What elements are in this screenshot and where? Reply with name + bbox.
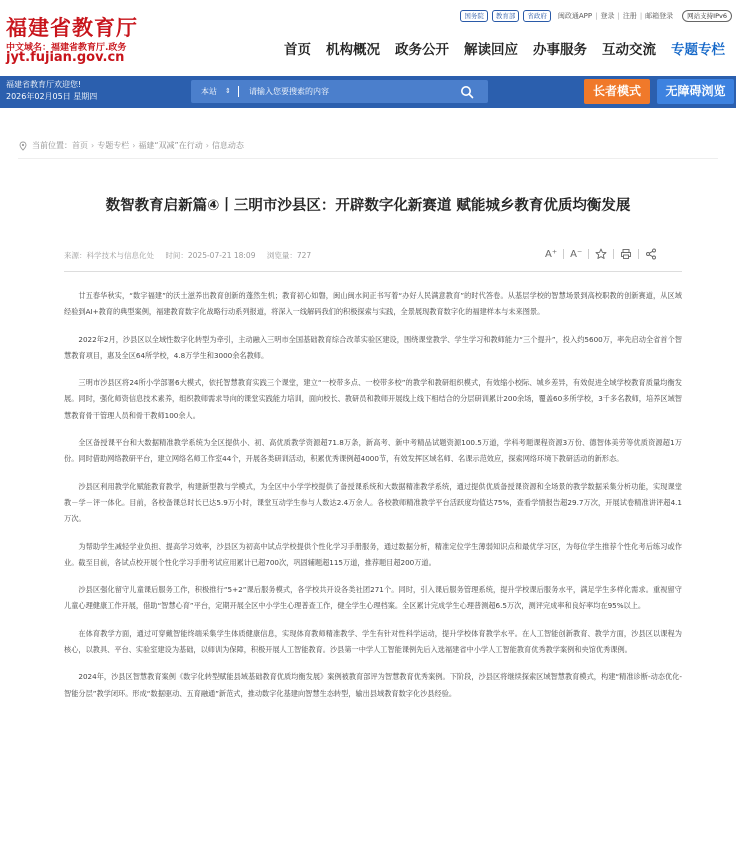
top-link-divider: | <box>595 12 598 20</box>
article-paragraph: 在体育教学方面，通过可穿戴智能终端采集学生体质健康信息，实现体育教师精准教学、学生有针对性科学运动，提升学校体育教学水平。在人工智能创新教育、教学方面，沙县区以课程为核心，以教具、平台、实验室建设为基础，以师训为保障，积极开展人工智能教育。沙县第一中学人工智能课例先后入选福建省中小学人工智能教育优秀教学案例和央馆优秀课例。 <box>64 628 682 655</box>
top-link-divider: | <box>617 12 620 20</box>
login-link[interactable]: 登录 <box>600 12 615 20</box>
tool-divider <box>638 249 639 259</box>
nav-item-services[interactable]: 办事服务 <box>533 42 587 58</box>
search-input[interactable]: 请输入您要搜索的内容 <box>249 87 329 96</box>
divider <box>64 271 682 272</box>
breadcrumb-separator: › <box>91 141 95 150</box>
top-link-divider: | <box>639 12 643 20</box>
search-divider <box>238 86 239 97</box>
gov-link-province[interactable]: 省政府 <box>523 10 551 22</box>
breadcrumb-home[interactable]: 首页 <box>72 141 88 150</box>
article-paragraph: 全区备授课平台和大数据精准教学系统为全区提供小、初、高优质教学资源超71.8万条，新高考、新中考精品试题资源100.5万道，学科考题课程资源3万份、德智体美劳等优质资源超1万份。同时借助网络教研平台，建立网络名师工作室44个，开展各类研训活动，积累优秀课例超4000节，有效发挥区域名师、名课示范效应，探索网络环境下教研活动的新形态。 <box>64 438 682 464</box>
main-nav <box>284 38 725 58</box>
article-tools <box>539 246 663 262</box>
share-button[interactable] <box>645 248 657 260</box>
nav-item-public-affairs[interactable]: 政务公开 <box>395 42 449 58</box>
article-views: 浏览量：727 <box>266 251 312 260</box>
article-paragraph: 为帮助学生减轻学业负担、提高学习效率，沙县区为初高中试点学校提供个性化学习手册服务，通过数据分析，精准定位学生薄弱知识点和最优学习区，为每位学生推荐个性化考后练习或作业。截至目前，各试点校开展个性化学习手册考试应用累计已超700次，巩固辅题超115万道，推荐题目超200万道。 <box>64 541 682 567</box>
welcome-greeting: 福建省教育厅欢迎您! <box>6 80 82 89</box>
site-header <box>0 0 736 76</box>
article-meta <box>64 250 320 261</box>
search-bar-strip <box>0 76 736 108</box>
article-paragraph: 沙县区利用教学化赋能教育教学，构建新型教与学模式，为全区中小学学校提供了备授课系统和大数据精准教学系统，通过提供优质备授课资源和全场景的教学数据采集分析功能，实现课堂教－学－评一体化。目前，各校备课总时长已达5.9万小时，课堂互动学生参与人数达2.4万余人。各校教师精准教学平台活跃度均值达75%，查看学情报告超29.7万次，开展试卷精准讲评超4.1万次。 <box>64 481 682 524</box>
site-logo-title[interactable]: 福建省教育厅 <box>6 15 138 40</box>
search-box[interactable] <box>191 80 488 103</box>
ipv6-badge: 网站支持IPv6 <box>682 10 732 22</box>
search-icon[interactable] <box>460 85 474 99</box>
article-paragraph: 廿五春华秋实，“数字福建”的沃土滋养出教育创新的蓬然生机；教育初心如磐，闽山闽水间正书写着“办好人民满意教育”的时代答卷。从基层学校的智慧场景到高校职教的创新赛道，从区域经验到AI+教育的典型案例，福建教育数字化战略行动系列报道，将深入一线解码我们的积极探索与实践，全景展现教育数字化的福建样本与未来图景。 <box>64 291 682 317</box>
nav-item-organization[interactable]: 机构概况 <box>326 42 380 58</box>
article-paragraph: 2024年，沙县区智慧教育案例《数字化转型赋能县域基础教育优质均衡发展》案例被教育部评为智慧教育优秀案例。下阶段，沙县区将继续探索区域智慧教育模式，构建“精准诊断-动态优化-智能分层”教学闭环。形成“数据驱动、五育融通”新范式，推动数字化基建向智慧生态转型，输出县域教育数字化沙县经验。 <box>64 672 682 698</box>
search-scope-select[interactable]: 本站 <box>201 87 217 96</box>
register-link[interactable]: 注册 <box>622 12 637 20</box>
accessible-browsing-button[interactable]: 无障碍浏览 <box>657 79 734 104</box>
article-source: 来源：科学技术与信息化处 <box>64 251 154 260</box>
tool-divider <box>588 249 589 259</box>
article-body <box>64 288 682 713</box>
article-paragraph: 沙县区强化留守儿童课后服务工作，积极推行“5+2”课后服务模式，各学校共开设各类社团271个。同时，引入课后服务管理系统，提升学校课后服务水平，满足学生多样化需求。重视留守儿童心理健康工作开展，借助“智慧心育”平台，定期开展全区中小学生心理普查工作，健全学生心理档案。全区累计完成学生心理普测超6.5万次，测评完成率和良好率均在95%以上。 <box>64 585 682 611</box>
gov-link-moe[interactable]: 教育部 <box>492 10 520 22</box>
article-time: 时间：2025-07-21 18:09 <box>165 251 256 260</box>
article-title: 数智教育启新篇④丨三明市沙县区：开辟数字化新赛道 赋能城乡教育优质均衡发展 <box>105 198 631 214</box>
gov-link-state-council[interactable]: 国务院 <box>460 10 488 22</box>
breadcrumb-separator: › <box>205 141 209 150</box>
tool-divider <box>563 249 564 259</box>
breadcrumb-news[interactable]: 信息动态 <box>211 141 244 150</box>
nav-item-interpretation[interactable]: 解读回应 <box>464 42 518 58</box>
location-pin-icon <box>18 141 28 151</box>
share-icon <box>645 248 657 260</box>
article-paragraph: 三明市沙县区将24所小学部署6大模式，依托智慧教育实践三个课堂，建立“一校带多点、一校带多校”的教学和教研组织模式，有效缩小校际、城乡差异，有效促进全域学校教育质量均衡发展。同时，强化师资信息技术素养，组织教师需求导向的课堂实践能力培训，面向校长、教研员和教师开展线上线下相结合的分层研训累计200余场，覆盖60多所学校，3千多名教师，培养区域智慧教育骨干管理人员和骨干教师100余人。 <box>64 378 682 420</box>
site-domain: jyt.fujian.gov.cn <box>6 50 125 65</box>
top-links-bar <box>460 9 732 23</box>
nav-item-home[interactable]: 首页 <box>284 42 311 58</box>
site-domain-cn: 中文域名：福建省教育厅.政务 <box>6 43 127 53</box>
breadcrumb-double-reduction[interactable]: 福建“双减”在行动 <box>138 141 203 150</box>
star-icon <box>595 248 607 260</box>
favorite-button[interactable] <box>595 248 607 260</box>
article-content-area <box>0 108 736 858</box>
breadcrumb-separator: › <box>132 141 136 150</box>
app-link[interactable]: 闽政通APP <box>557 12 593 20</box>
font-increase-button[interactable]: A⁺ <box>545 248 558 260</box>
mail-login-link[interactable]: 邮箱登录 <box>645 12 674 20</box>
divider <box>18 158 718 159</box>
print-button[interactable] <box>620 248 632 260</box>
breadcrumb-label: 当前位置： <box>32 141 72 150</box>
current-date: 2026年02月05日 星期四 <box>6 92 98 101</box>
printer-icon <box>620 248 632 260</box>
elder-mode-button[interactable]: 长者模式 <box>584 79 650 104</box>
font-decrease-button[interactable]: A⁻ <box>570 248 583 260</box>
breadcrumb <box>18 140 244 151</box>
welcome-text <box>6 79 97 103</box>
tool-divider <box>613 249 614 259</box>
caret-updown-icon: ⇕ <box>225 87 231 95</box>
article-paragraph: 2022年2月，沙县区以全域性数字化转型为牵引，主动融入三明市全国基础教育综合改革实验区建设，围绕课堂教学、学生学习和教师能力“三个提升”，投入约5600万，率先启动全省首个智慧教育项目，惠及全区64所学校，4.8万学生和3000余名教师。 <box>64 334 682 360</box>
nav-item-special-topics[interactable]: 专题专栏 <box>671 42 725 58</box>
breadcrumb-special-topics[interactable]: 专题专栏 <box>97 141 130 150</box>
nav-item-interaction[interactable]: 互动交流 <box>602 42 656 58</box>
